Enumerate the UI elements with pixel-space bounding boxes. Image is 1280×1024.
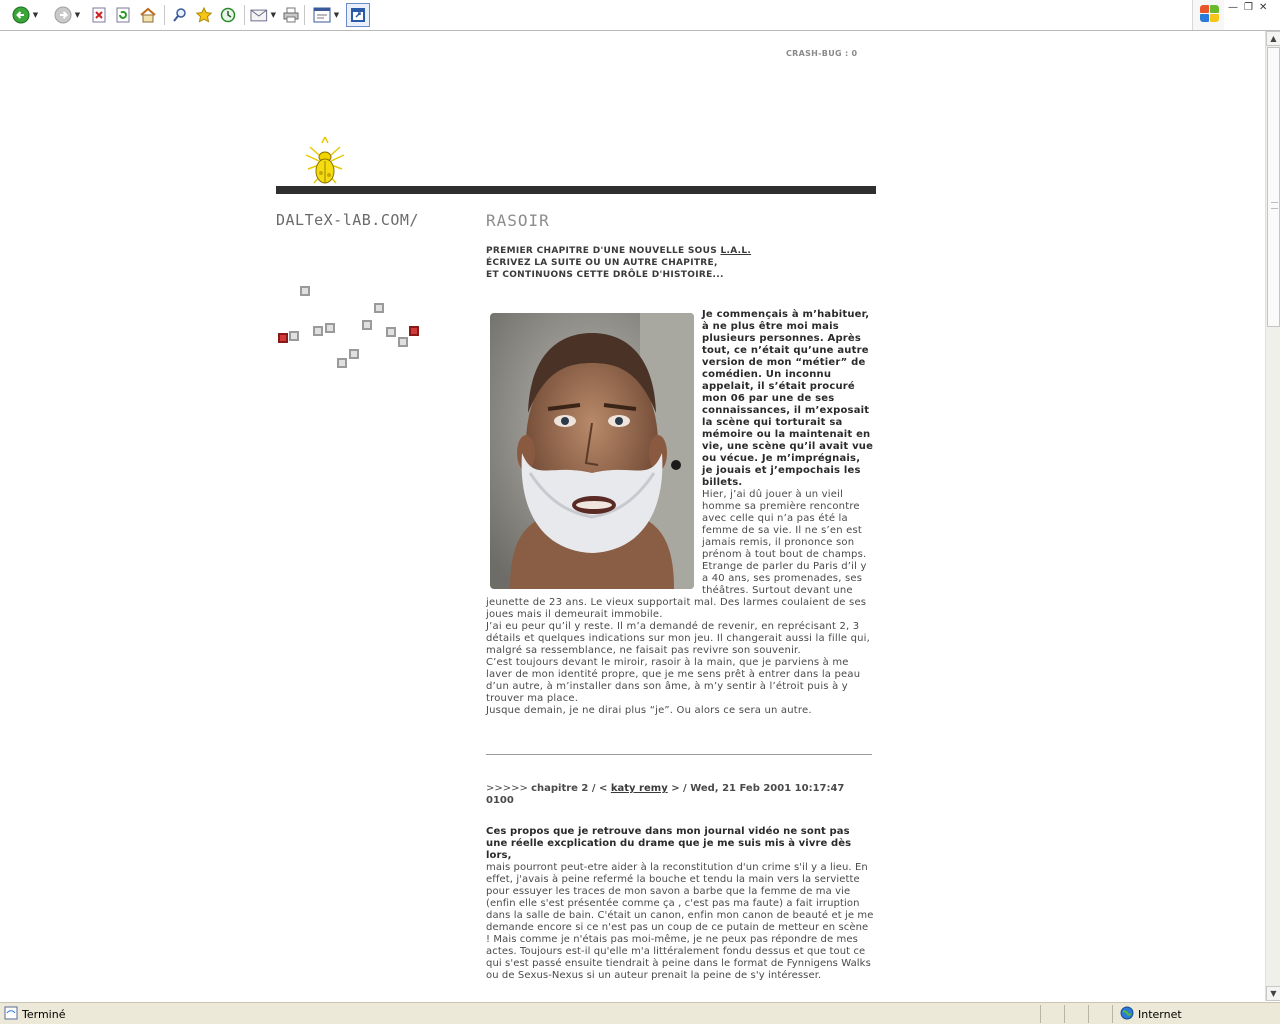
- intro-line-3: ET CONTINUONS CETTE DRÔLE D'HISTOIRE...: [486, 270, 724, 280]
- crash-bug-link[interactable]: CRASH-BUG : 0: [786, 49, 858, 58]
- intro-line-2: ÉCRIVEZ LA SUITE OU UN AUTRE CHAPITRE,: [486, 258, 718, 268]
- forward-button[interactable]: [50, 5, 84, 25]
- refresh-icon: [116, 7, 130, 23]
- vertical-scrollbar[interactable]: [1265, 31, 1280, 1001]
- minimize-icon[interactable]: —: [1228, 2, 1238, 13]
- search-button[interactable]: [170, 5, 190, 25]
- nav-square[interactable]: [313, 326, 323, 336]
- chevron-down-icon[interactable]: ▼: [32, 10, 39, 19]
- chevron-down-icon[interactable]: ▼: [74, 10, 81, 19]
- scroll-up-button[interactable]: [1266, 31, 1280, 46]
- edit-button[interactable]: [310, 5, 342, 25]
- chapter-2-text: [486, 826, 874, 982]
- windows-logo: [1192, 0, 1224, 30]
- mail-button[interactable]: [250, 5, 276, 25]
- page-title: RASOIR: [486, 211, 550, 230]
- print-button[interactable]: [282, 5, 300, 25]
- browser-toolbar: [0, 0, 1280, 31]
- status-text: Terminé: [22, 1008, 66, 1021]
- intro-line-1: PREMIER CHAPITRE D'UNE NOUVELLE SOUS: [486, 246, 721, 256]
- toolbar-separator: [244, 5, 245, 25]
- stop-button[interactable]: [90, 5, 108, 25]
- favorites-button[interactable]: [194, 5, 214, 25]
- web-page: [0, 31, 1265, 1002]
- nav-square[interactable]: [349, 349, 359, 359]
- toolbar-separator: [164, 5, 165, 25]
- nav-square[interactable]: [398, 337, 408, 347]
- nav-square-active[interactable]: [278, 333, 288, 343]
- chapter-paragraph: mais pourront peut-etre aider à la reconstitution d'un crime s'il y a lieu. En effet, j'avais à peine refermé la bouche et tendu la main vers la serviette pour essuyer les traces de mon savon a barbe que la femme de ma vie (enfin elle s'est présentée comme ça , c'est pas ma faute) a fait irruption dans la salle de bain. C'était un canon, enfin mon canon de beauté et je me demande encore si ce n'est pas un coup de ce putain de metteur en scène ! Mais comme je n'étais pas moi-même, je ne peux pas répondre de mes actes. Toujours est-il qu'elle m'a littéralement fondu dessus et que tout ce qui s'est passé ensuite tiendrait à peine dans le format de Fynnigens Walks ou de Sexus-Nexus si un auteur prenait la peine de s'y intéresser.: [486, 862, 874, 981]
- chapter-label: chapitre 2 / <: [531, 783, 611, 794]
- article-paragraph: J’ai eu peur qu’il y reste. Il m’a demandé de revenir, en reprécisant 2, 3 détails et quelques indications sur mon jeu. Il changerait aussi la fille qui, malgré sa ressemblance, ne faisait pas revivre son souvenir.: [486, 621, 871, 656]
- bug-logo: [296, 135, 354, 187]
- edit-icon: [313, 7, 331, 23]
- refresh-button[interactable]: [114, 5, 132, 25]
- lal-link[interactable]: L.A.L.: [720, 246, 752, 256]
- chapter-date: > / Wed, 21 Feb 2001 10:17:47 0100: [486, 783, 845, 806]
- home-button[interactable]: [138, 5, 158, 25]
- article-paragraph: Jusque demain, je ne dirai plus “je”. Ou alors ce sera un autre.: [486, 705, 812, 716]
- search-icon: [172, 7, 188, 23]
- history-icon: [220, 7, 236, 23]
- article-paragraph: Hier, j’ai dû jouer à un vieil homme sa première rencontre avec celle qui n’a pas été la femme de sa vie. Il ne s’en est jamais remis, il prononce son prénom à tout bout de champs. Etrange de parler du Paris d’il y a 40 ans, ses promenades, ses théâtres. Surtout devant une jeunette de 23 ans. Le vieux supportait mal. Des larmes coulaient de ses joues mais il demeurait immobile.: [486, 489, 867, 620]
- nav-square[interactable]: [300, 286, 310, 296]
- print-icon: [283, 7, 299, 23]
- scroll-up-icon: ▲: [1270, 34, 1277, 43]
- article-paragraph: C’est toujours devant le miroir, rasoir à la main, que je parviens à me laver de mon identité propre, que je me sens prêt à entrer dans la peau d’un autre, à m’installer dans son âme, à m’y sentir à l’étroit puis à y trouver ma place.: [486, 657, 861, 704]
- history-button[interactable]: [218, 5, 238, 25]
- zone-text: Internet: [1138, 1008, 1182, 1021]
- back-button[interactable]: [8, 5, 42, 25]
- nav-square-active[interactable]: [409, 326, 419, 336]
- forward-icon: [54, 6, 72, 24]
- header-bar: [276, 186, 876, 194]
- article-photo: [490, 313, 694, 589]
- page-icon: [4, 1006, 18, 1020]
- stop-icon: [92, 7, 106, 23]
- favorites-icon: [196, 7, 212, 23]
- toolbar-separator: [304, 5, 305, 25]
- chapter-prefix: >>>>>: [486, 783, 532, 794]
- nav-square[interactable]: [337, 358, 347, 368]
- scroll-down-button[interactable]: [1266, 986, 1280, 1001]
- nav-square[interactable]: [362, 320, 372, 330]
- close-icon[interactable]: ✕: [1258, 2, 1268, 13]
- nav-square[interactable]: [374, 303, 384, 313]
- scroll-thumb[interactable]: [1267, 47, 1280, 327]
- restore-icon[interactable]: ❐: [1244, 2, 1253, 13]
- intro-text: [486, 245, 886, 281]
- chevron-down-icon[interactable]: ▼: [333, 10, 340, 19]
- back-icon: [12, 6, 30, 24]
- chapter-lead: Ces propos que je retrouve dans mon journal vidéo ne sont pas une réelle excplication du drame que je me suis mis à vivre dès lors,: [486, 826, 852, 861]
- divider: [486, 754, 872, 755]
- scroll-down-icon: ▼: [1270, 989, 1277, 998]
- mail-icon: [250, 8, 268, 22]
- status-bar: [0, 1002, 1280, 1024]
- nav-square[interactable]: [325, 323, 335, 333]
- nav-square[interactable]: [289, 331, 299, 341]
- article: [486, 309, 874, 717]
- messenger-button[interactable]: [346, 3, 370, 27]
- chevron-down-icon[interactable]: ▼: [270, 10, 276, 19]
- author-link[interactable]: katy remy: [610, 783, 668, 794]
- window-controls: [1228, 2, 1280, 16]
- nav-square[interactable]: [386, 327, 396, 337]
- chapter-header: [486, 783, 866, 807]
- site-name[interactable]: DALTeX-lAB.COM/: [276, 211, 419, 229]
- home-icon: [139, 7, 157, 23]
- globe-icon: [1120, 1006, 1134, 1020]
- messenger-icon: [350, 7, 366, 23]
- article-lead: Je commençais à m’habituer, à ne plus être moi mais plusieurs personnes. Après tout, ce n’était qu’une autre version de mon “métier” de comédien. Un inconnu appelait, il s’était procuré mon 06 par une de ses connaissances, il m’exposait la scène qui torturait sa mémoire ou la maintenait en vie, une scène qu’il avait vue ou vécue. Je m’imprégnais, je jouais et j’empochais les billets.: [702, 309, 874, 488]
